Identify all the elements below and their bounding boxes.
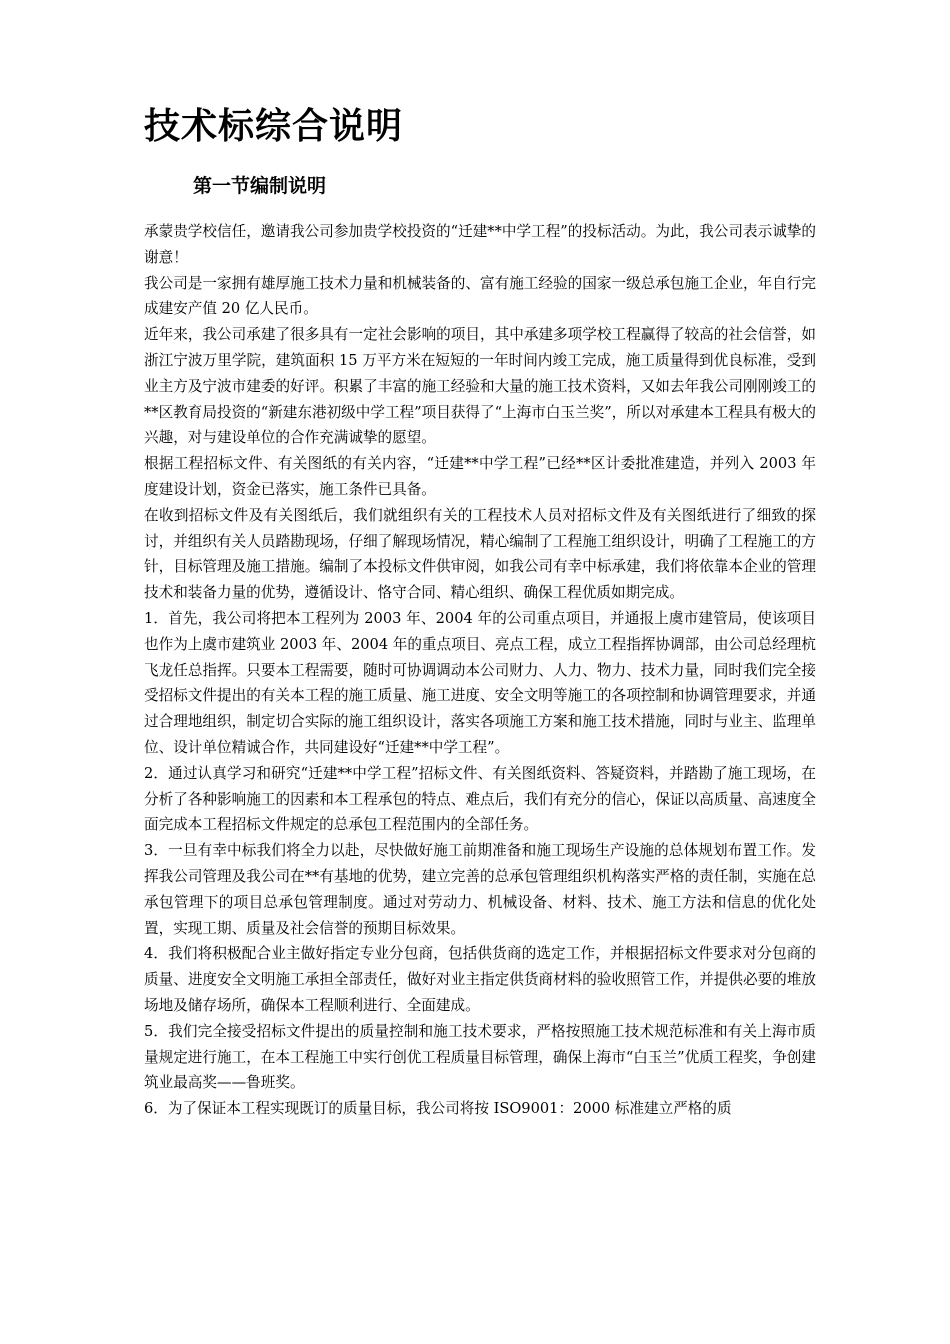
paragraph-item-2: 2．通过认真学习和研究“迁建**中学工程”招标文件、有关图纸资料、答疑资料，并踏勘了施工现场，在分析了各种影响施工的因素和本工程承包的特点、难点后，我们有充分的信心，保证以高质量、高速度全面完成本工程招标文件规定的总承包工程范围内的全部任务。 <box>144 764 816 834</box>
paragraph-item-6: 6．为了保证本工程实现既订的质量目标，我公司将按 ISO9001：2000 标准建立严格的质 <box>144 1100 732 1118</box>
section-heading: 第一节编制说明 <box>193 175 327 197</box>
paragraph-project-basis: 根据工程招标文件、有关图纸的有关内容，“迁建**中学工程”已经**区计委批准建造，并列入 2003 年度建设计划，资金已落实，施工条件已具备。 <box>144 455 816 498</box>
paragraph-preparation: 在收到招标文件及有关图纸后，我们就组织有关的工程技术人员对招标文件及有关图纸进行了细致的探讨，并组织有关人员踏勘现场，仔细了解现场情况，精心编制了工程施工组织设计，明确了工程施工的方针，目标管理及施工措施。编制了本投标文件供审阅，如我公司有幸中标承建，我们将依靠本企业的管理技术和装备力量的优势，遵循设计、恪守合同、精心组织、确保工程优质如期完成。 <box>144 506 816 602</box>
document-title: 技术标综合说明 <box>144 106 404 147</box>
paragraph-past-projects: 近年来，我公司承建了很多具有一定社会影响的项目，其中承建多项学校工程赢得了较高的社会信誉，如浙江宁波万里学院，建筑面积 15 万平方米在短短的一年时间内竣工完成，施工质量得到优良标准，受到业主方及宁波市建委的好评。积累了丰富的施工经验和大量的施工技术资料，又如去年我公司刚刚竣工的**区教育局投资的“新建东港初级中学工程”项目获得了“上海市白玉兰奖”，所以对承建本工程具有极大的兴趣，对与建设单位的合作充满诚挚的愿望。 <box>144 326 816 447</box>
paragraph-intro-thanks: 承蒙贵学校信任，邀请我公司参加贵学校投资的“迁建**中学工程”的投标活动。为此，我公司表示诚挚的谢意！ <box>144 223 816 266</box>
paragraph-company-profile: 我公司是一家拥有雄厚施工技术力量和机械装备的、富有施工经验的国家一级总承包施工企业，年自行完成建安产值 20 亿人民币。 <box>144 274 816 318</box>
paragraph-item-1: 1．首先，我公司将把本工程列为 2003 年、2004 年的公司重点项目，并通报上虞市建管局，使该项目也作为上虞市建筑业 2003 年、2004 年的重点项目、亮点工程，成立工程指挥协调部，由公司总经理杭飞龙任总指挥。只要本工程需要，随时可协调调动本公司财力、人力、物力、技术力量，同时我们完全接受招标文件提出的有关本工程的施工质量、施工进度、安全文明等施工的各项控制和协调管理要求，并通过合理地组织，制定切合实际的施工组织设计，落实各项施工方案和施工技术措施，同时与业主、监理单位、设计单位精诚合作，共同建设好“迁建**中学工程”。 <box>144 609 816 756</box>
document-body <box>144 219 816 1122</box>
paragraph-item-4: 4．我们将积极配合业主做好指定专业分包商，包括供货商的选定工作，并根据招标文件要求对分包商的质量、进度安全文明施工承担全部责任，做好对业主指定供货商材料的验收照管工作，并提供必要的堆放场地及储存场所，确保本工程顺利进行、全面建成。 <box>144 945 816 1014</box>
paragraph-item-5: 5．我们完全接受招标文件提出的质量控制和施工技术要求，严格按照施工技术规范标准和有关上海市质量规定进行施工，在本工程施工中实行创优工程质量目标管理，确保上海市“白玉兰”优质工程奖，争创建筑业最高奖——鲁班奖。 <box>144 1022 816 1092</box>
paragraph-item-3: 3．一旦有幸中标我们将全力以赴，尽快做好施工前期准备和施工现场生产设施的总体规划布置工作。发挥我公司管理及我公司在**有基地的优势，建立完善的总承包管理组织机构落实严格的责任制，实施在总承包管理下的项目总承包管理制度。通过对劳动力、机械设备、材料、技术、施工方法和信息的优化处置，实现工期、质量及社会信誉的预期目标效果。 <box>144 842 816 937</box>
